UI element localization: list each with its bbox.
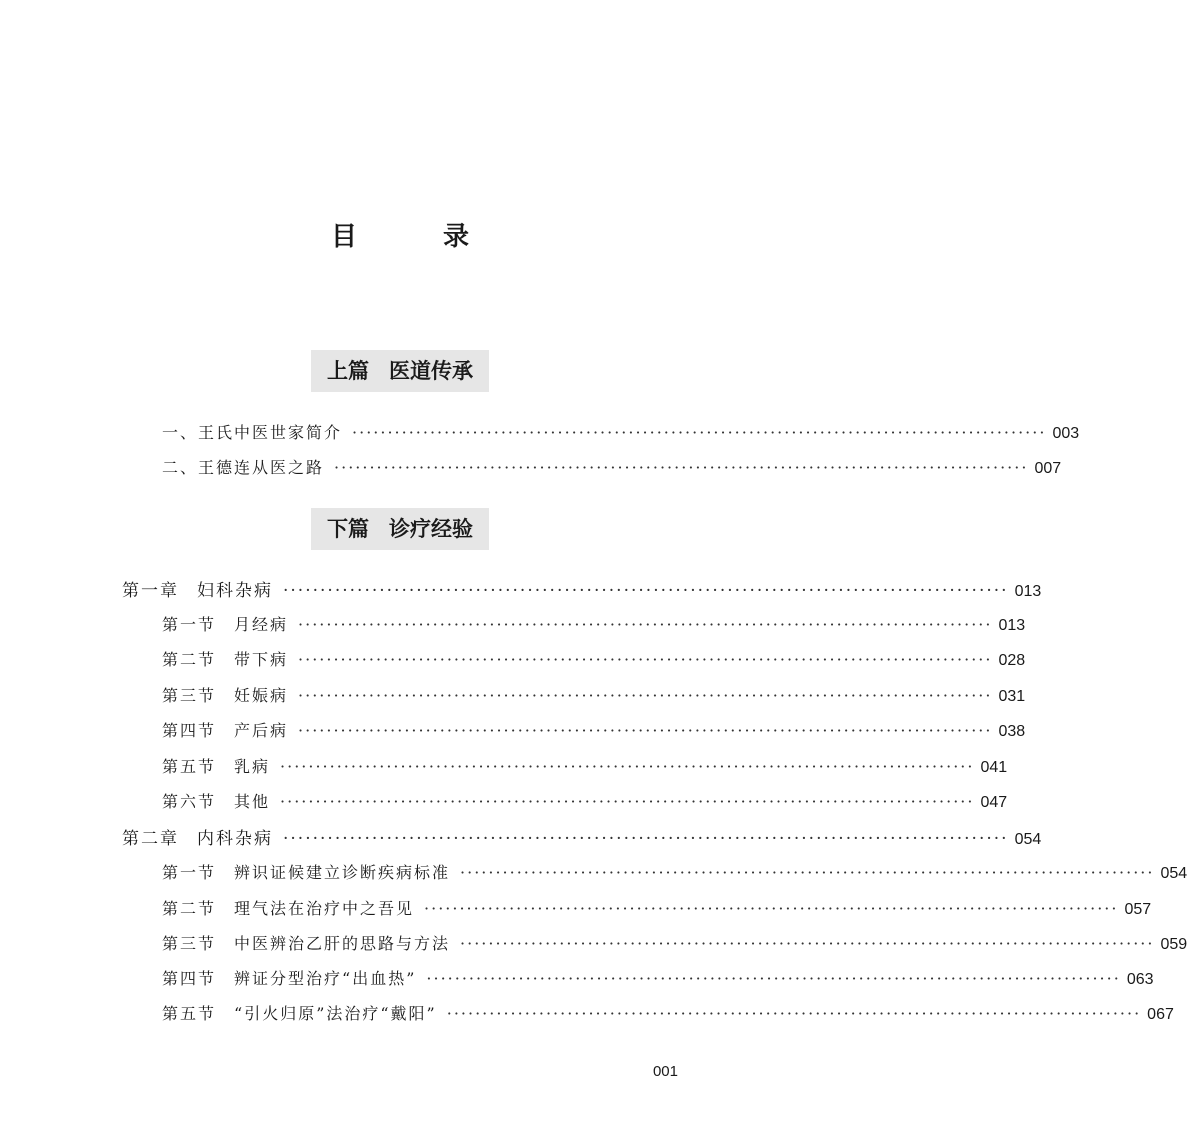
dot-leader: ·································································································· [298, 686, 993, 705]
toc-entry-page: 041 [980, 759, 1008, 776]
dot-leader: ·································································································· [298, 615, 993, 634]
dot-leader: ·································································································· [460, 863, 1155, 882]
dot-leader: ·································································································· [446, 1004, 1142, 1023]
section-number: 第三节 [162, 934, 217, 953]
toc-section[interactable] [162, 683, 1026, 707]
dot-leader: ·································································································· [283, 829, 1009, 849]
toc-section[interactable] [162, 931, 1187, 955]
section-number: 第一节 [162, 863, 217, 882]
toc-entry[interactable] [162, 455, 1062, 479]
toc-section[interactable] [162, 966, 1154, 990]
section-number: 第二节 [162, 650, 217, 669]
toc-section[interactable] [162, 754, 1008, 778]
section-title: 产后病 [234, 721, 289, 740]
part-heading-lower [311, 508, 489, 550]
toc-entry-page: 013 [998, 617, 1026, 634]
section-number: 第六节 [162, 792, 217, 811]
toc-entry-page: 057 [1124, 901, 1152, 918]
dot-leader: ·································································································· [280, 792, 975, 811]
section-number: 第四节 [162, 969, 217, 988]
toc-section[interactable] [162, 612, 1026, 636]
section-title: “引火归原”法治疗“戴阳” [234, 1004, 437, 1023]
chapter-number: 第一章 [122, 581, 179, 601]
part-label: 上篇 [327, 359, 369, 383]
dot-leader: ·································································································· [424, 899, 1119, 918]
chapter-number: 第二章 [122, 829, 179, 849]
toc-entry-page: 054 [1160, 865, 1187, 882]
dot-leader: ·································································································· [334, 458, 1029, 477]
part-label: 下篇 [327, 517, 369, 541]
section-title: 月经病 [234, 615, 289, 634]
chapter-title: 内科杂病 [197, 829, 273, 849]
dot-leader: ·································································································· [298, 721, 993, 740]
section-number: 第一节 [162, 615, 217, 634]
toc-entry-title: 一、王氏中医世家简介 [162, 423, 343, 442]
section-title: 带下病 [234, 650, 289, 669]
section-number: 第二节 [162, 899, 217, 918]
toc-entry-page: 047 [980, 794, 1008, 811]
page-title: 目 录 [330, 222, 499, 252]
dot-leader: ·································································································· [283, 581, 1009, 601]
toc-section[interactable] [162, 860, 1187, 884]
toc-entry-page: 003 [1052, 425, 1080, 442]
toc-section[interactable] [162, 896, 1152, 920]
dot-leader: ·································································································· [460, 934, 1155, 953]
toc-entry-page: 059 [1160, 936, 1187, 953]
section-number: 第五节 [162, 757, 217, 776]
toc-entry[interactable] [162, 420, 1080, 444]
toc-section[interactable] [162, 718, 1026, 742]
toc-chapter[interactable] [122, 576, 1042, 601]
toc-entry-page: 013 [1014, 583, 1042, 600]
dot-leader: ·································································································· [280, 757, 975, 776]
toc-entry-page: 031 [998, 688, 1026, 705]
toc-entry-page: 038 [998, 723, 1026, 740]
section-number: 第四节 [162, 721, 217, 740]
toc-chapter[interactable] [122, 824, 1042, 849]
part-name: 诊疗经验 [389, 517, 473, 541]
section-title: 其他 [234, 792, 271, 811]
section-title: 妊娠病 [234, 686, 289, 705]
section-title: 中医辨治乙肝的思路与方法 [234, 934, 451, 953]
toc-entry-page: 063 [1126, 971, 1154, 988]
section-number: 第五节 [162, 1004, 217, 1023]
dot-leader: ·································································································· [298, 650, 993, 669]
page-number: 001 [652, 1063, 678, 1080]
toc-entry-page: 007 [1034, 460, 1062, 477]
section-title: 乳病 [234, 757, 271, 776]
part-heading-upper [311, 350, 489, 392]
dot-leader: ·································································································· [352, 423, 1047, 442]
section-title: 辨识证候建立诊断疾病标准 [234, 863, 451, 882]
toc-section[interactable] [162, 647, 1026, 671]
toc-entry-page: 028 [998, 652, 1026, 669]
part-name: 医道传承 [389, 359, 473, 383]
toc-section[interactable] [162, 1001, 1174, 1025]
toc-entry-page: 067 [1147, 1006, 1174, 1023]
chapter-title: 妇科杂病 [197, 581, 273, 601]
section-number: 第三节 [162, 686, 217, 705]
dot-leader: ·································································································· [426, 969, 1121, 988]
toc-entry-title: 二、王德连从医之路 [162, 458, 325, 477]
toc-entry-page: 054 [1014, 831, 1042, 848]
toc-section[interactable] [162, 789, 1008, 813]
section-title: 理气法在治疗中之吾见 [234, 899, 415, 918]
section-title: 辨证分型治疗“出血热” [234, 969, 417, 988]
